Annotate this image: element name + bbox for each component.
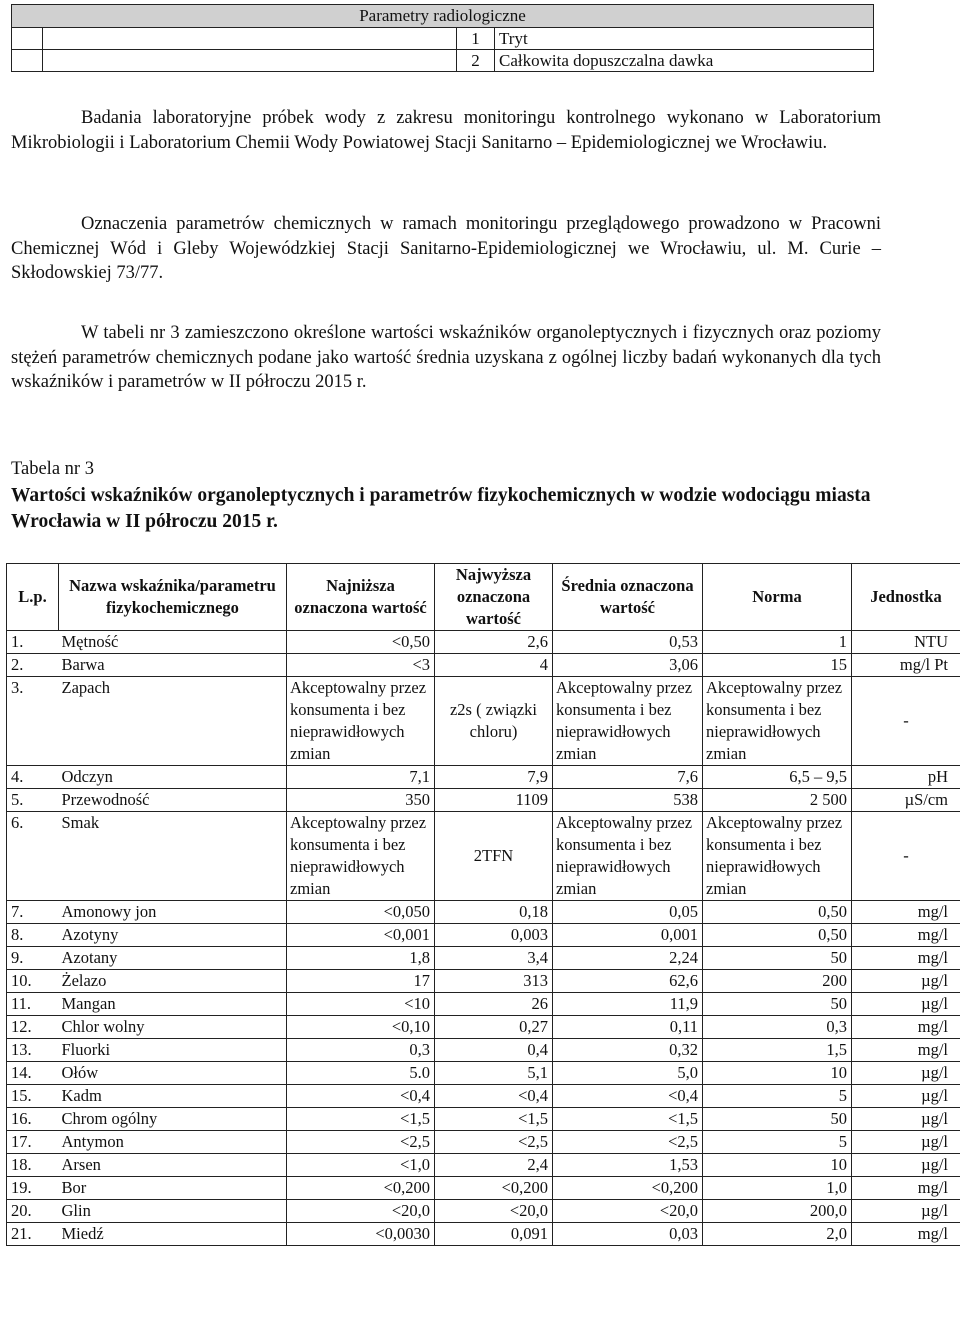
cell-max: 0,27 xyxy=(435,1016,553,1039)
cell-avg: 5,0 xyxy=(553,1062,703,1085)
table-row xyxy=(7,631,960,654)
cell-avg: 0,32 xyxy=(553,1039,703,1062)
cell-lp: 12. xyxy=(7,1016,59,1039)
cell-name: Zapach xyxy=(59,677,287,766)
cell-name: Amonowy jon xyxy=(59,901,287,924)
cell-norm: 2,0 xyxy=(703,1223,852,1246)
table-row xyxy=(7,812,960,901)
cell-lp: 20. xyxy=(7,1200,59,1223)
cell-norm: 10 xyxy=(703,1154,852,1177)
cell-name: Arsen xyxy=(59,1154,287,1177)
table-row xyxy=(12,50,874,72)
table-row xyxy=(7,654,960,677)
header-row xyxy=(7,564,960,631)
parameter-name: Tryt xyxy=(495,28,874,50)
cell-name: Fluorki xyxy=(59,1039,287,1062)
table-row xyxy=(7,1039,960,1062)
cell-lp: 21. xyxy=(7,1223,59,1246)
cell-name: Glin xyxy=(59,1200,287,1223)
cell-max: 5,1 xyxy=(435,1062,553,1085)
header-norm: Norma xyxy=(703,564,852,631)
table-row xyxy=(7,901,960,924)
cell-max: 26 xyxy=(435,993,553,1016)
cell-name: Antymon xyxy=(59,1131,287,1154)
cell-min: <0,001 xyxy=(287,924,435,947)
table-row xyxy=(7,677,960,766)
cell-lp: 18. xyxy=(7,1154,59,1177)
cell-norm: 1,5 xyxy=(703,1039,852,1062)
header-unit: Jednostka xyxy=(852,564,960,631)
water-quality-table xyxy=(6,563,960,1246)
cell-lp: 11. xyxy=(7,993,59,1016)
cell-avg: 2,24 xyxy=(553,947,703,970)
cell-norm: 50 xyxy=(703,1108,852,1131)
paragraph-table-description: W tabeli nr 3 zamieszczono określone wartości wskaźników organoleptycznych i fizycznych oraz poziomy stężeń parametrów chemicznych podane jako wartość średnia uzyskana z ogólnej liczby badań wykonanych dla tych wskaźników i parametrów w II półroczu 2015 r. xyxy=(11,323,881,392)
cell-name: Przewodność xyxy=(59,789,287,812)
cell-norm: 5 xyxy=(703,1131,852,1154)
cell-lp: 5. xyxy=(7,789,59,812)
cell-name: Kadm xyxy=(59,1085,287,1108)
cell-name: Żelazo xyxy=(59,970,287,993)
cell-unit: mg/l xyxy=(852,1016,960,1039)
cell-norm: 10 xyxy=(703,1062,852,1085)
cell-min: 0,3 xyxy=(287,1039,435,1062)
cell-unit: mg/l Pt xyxy=(852,654,960,677)
cell-max: <1,5 xyxy=(435,1108,553,1131)
cell-lp: 17. xyxy=(7,1131,59,1154)
cell-unit: µS/cm xyxy=(852,789,960,812)
cell-lp: 14. xyxy=(7,1062,59,1085)
cell-unit: - xyxy=(852,677,960,766)
header-max: Najwyższa oznaczona wartość xyxy=(435,564,553,631)
cell-unit: mg/l xyxy=(852,1177,960,1200)
cell-norm: 0,3 xyxy=(703,1016,852,1039)
cell-avg: 0,03 xyxy=(553,1223,703,1246)
table-row xyxy=(7,1108,960,1131)
cell-name: Barwa xyxy=(59,654,287,677)
cell-min: 1,8 xyxy=(287,947,435,970)
cell-max: 3,4 xyxy=(435,947,553,970)
cell-min: 5.0 xyxy=(287,1062,435,1085)
cell-lp: 2. xyxy=(7,654,59,677)
cell-norm: Akceptowalny przez konsumenta i bez nieprawidłowych zmian xyxy=(703,677,852,766)
cell-norm: 2 500 xyxy=(703,789,852,812)
cell-lp: 13. xyxy=(7,1039,59,1062)
cell-name: Ołów xyxy=(59,1062,287,1085)
cell-avg: 11,9 xyxy=(553,993,703,1016)
table-row xyxy=(7,1177,960,1200)
cell-name: Smak xyxy=(59,812,287,901)
cell-max: <0,200 xyxy=(435,1177,553,1200)
cell-unit: NTU xyxy=(852,631,960,654)
cell-max: 0,4 xyxy=(435,1039,553,1062)
cell-avg: 0,11 xyxy=(553,1016,703,1039)
cell-lp: 16. xyxy=(7,1108,59,1131)
table-row xyxy=(7,1131,960,1154)
cell-avg: 3,06 xyxy=(553,654,703,677)
cell-unit: pH xyxy=(852,766,960,789)
header-name: Nazwa wskaźnika/parametru fizykochemicznego xyxy=(59,564,287,631)
header-lp: L.p. xyxy=(7,564,59,631)
row-number: 1 xyxy=(457,28,495,50)
cell-min: <2,5 xyxy=(287,1131,435,1154)
cell-min: <0,0030 xyxy=(287,1223,435,1246)
cell-avg: <20,0 xyxy=(553,1200,703,1223)
cell-norm: 15 xyxy=(703,654,852,677)
cell-unit: - xyxy=(852,812,960,901)
cell-lp: 1. xyxy=(7,631,59,654)
cell-unit: µg/l xyxy=(852,1131,960,1154)
cell-max: <2,5 xyxy=(435,1131,553,1154)
cell-avg: 0,05 xyxy=(553,901,703,924)
cell-lp: 9. xyxy=(7,947,59,970)
cell-min: Akceptowalny przez konsumenta i bez nieprawidłowych zmian xyxy=(287,677,435,766)
cell-min: <0,050 xyxy=(287,901,435,924)
cell-max: <0,4 xyxy=(435,1085,553,1108)
cell-norm: Akceptowalny przez konsumenta i bez nieprawidłowych zmian xyxy=(703,812,852,901)
cell-min: <0,50 xyxy=(287,631,435,654)
cell-avg: Akceptowalny przez konsumenta i bez nieprawidłowych zmian xyxy=(553,677,703,766)
cell-min: <0,200 xyxy=(287,1177,435,1200)
cell-name: Odczyn xyxy=(59,766,287,789)
radiological-parameters-table xyxy=(11,4,874,72)
header-avg: Średnia oznaczona wartość xyxy=(553,564,703,631)
cell-name: Azotyny xyxy=(59,924,287,947)
cell-unit: µg/l xyxy=(852,1108,960,1131)
cell-max: 2TFN xyxy=(435,812,553,901)
cell-min: 7,1 xyxy=(287,766,435,789)
cell-unit: µg/l xyxy=(852,1154,960,1177)
cell-lp: 19. xyxy=(7,1177,59,1200)
table-row xyxy=(7,1016,960,1039)
cell-avg: 62,6 xyxy=(553,970,703,993)
cell-avg: 0,001 xyxy=(553,924,703,947)
header-min: Najniższa oznaczona wartość xyxy=(287,564,435,631)
cell-norm: 0,50 xyxy=(703,901,852,924)
table-row xyxy=(7,947,960,970)
cell-avg: <0,200 xyxy=(553,1177,703,1200)
cell-lp: 4. xyxy=(7,766,59,789)
cell-avg: <0,4 xyxy=(553,1085,703,1108)
radiological-header: Parametry radiologiczne xyxy=(12,5,874,28)
cell-unit: mg/l xyxy=(852,1039,960,1062)
cell-norm: 0,50 xyxy=(703,924,852,947)
cell-norm: 50 xyxy=(703,947,852,970)
cell-unit: µg/l xyxy=(852,970,960,993)
cell-name: Mętność xyxy=(59,631,287,654)
cell-max: 0,18 xyxy=(435,901,553,924)
cell-unit: mg/l xyxy=(852,1223,960,1246)
cell-max: 2,6 xyxy=(435,631,553,654)
table-body xyxy=(7,631,960,1246)
cell-lp: 8. xyxy=(7,924,59,947)
cell-name: Bor xyxy=(59,1177,287,1200)
table-row xyxy=(7,1200,960,1223)
cell-lp: 3. xyxy=(7,677,59,766)
table-row xyxy=(7,789,960,812)
cell-max: 0,003 xyxy=(435,924,553,947)
parameter-name: Całkowita dopuszczalna dawka xyxy=(495,50,874,72)
cell-min: 17 xyxy=(287,970,435,993)
cell-norm: 5 xyxy=(703,1085,852,1108)
table-title: Wartości wskaźników organoleptycznych i parametrów fizykochemicznych w wodzie wodociągu miasta Wrocławia w II półroczu 2015 r. xyxy=(11,485,871,532)
cell-name: Azotany xyxy=(59,947,287,970)
cell-name: Chrom ogólny xyxy=(59,1108,287,1131)
cell-unit: µg/l xyxy=(852,1085,960,1108)
paragraph-chemical-parameters: Oznaczenia parametrów chemicznych w ramach monitoringu przeglądowego prowadzono w Pracowni Chemicznej Wód i Gleby Wojewódzkiej Stacji Sanitarno-Epidemiologicznej we Wrocławiu, ul. M. Curie – Skłodowskiej 73/77. xyxy=(11,214,881,283)
cell-min: <10 xyxy=(287,993,435,1016)
cell-max: 0,091 xyxy=(435,1223,553,1246)
cell-max: 4 xyxy=(435,654,553,677)
cell-avg: 0,53 xyxy=(553,631,703,654)
cell-lp: 6. xyxy=(7,812,59,901)
table-row xyxy=(7,1223,960,1246)
cell-norm: 200,0 xyxy=(703,1200,852,1223)
cell-avg: 7,6 xyxy=(553,766,703,789)
cell-lp: 15. xyxy=(7,1085,59,1108)
table-row xyxy=(7,993,960,1016)
table-row xyxy=(7,1154,960,1177)
cell-avg: Akceptowalny przez konsumenta i bez nieprawidłowych zmian xyxy=(553,812,703,901)
cell-max: z2s ( związki chloru) xyxy=(435,677,553,766)
cell-name: Chlor wolny xyxy=(59,1016,287,1039)
table-row xyxy=(7,1085,960,1108)
cell-min: <3 xyxy=(287,654,435,677)
cell-avg: 538 xyxy=(553,789,703,812)
cell-unit: mg/l xyxy=(852,947,960,970)
cell-max: 7,9 xyxy=(435,766,553,789)
cell-max: <20,0 xyxy=(435,1200,553,1223)
cell-min: <20,0 xyxy=(287,1200,435,1223)
table-row xyxy=(12,28,874,50)
cell-name: Mangan xyxy=(59,993,287,1016)
cell-unit: µg/l xyxy=(852,1062,960,1085)
cell-unit: mg/l xyxy=(852,924,960,947)
cell-min: Akceptowalny przez konsumenta i bez nieprawidłowych zmian xyxy=(287,812,435,901)
table-row xyxy=(7,924,960,947)
cell-max: 1109 xyxy=(435,789,553,812)
cell-min: <1,5 xyxy=(287,1108,435,1131)
table-label: Tabela nr 3 xyxy=(11,459,94,479)
row-number: 2 xyxy=(457,50,495,72)
cell-name: Miedź xyxy=(59,1223,287,1246)
cell-min: <0,10 xyxy=(287,1016,435,1039)
cell-unit: µg/l xyxy=(852,993,960,1016)
cell-lp: 10. xyxy=(7,970,59,993)
cell-min: <1,0 xyxy=(287,1154,435,1177)
cell-max: 2,4 xyxy=(435,1154,553,1177)
cell-norm: 200 xyxy=(703,970,852,993)
cell-avg: 1,53 xyxy=(553,1154,703,1177)
cell-norm: 1 xyxy=(703,631,852,654)
cell-avg: <1,5 xyxy=(553,1108,703,1131)
cell-unit: µg/l xyxy=(852,1200,960,1223)
paragraph-lab-info: Badania laboratoryjne próbek wody z zakresu monitoringu kontrolnego wykonano w Laboratorium Mikrobiologii i Laboratorium Chemii Wody Powiatowej Stacji Sanitarno – Epidemiologicznej we Wrocławiu. xyxy=(11,108,881,153)
cell-min: 350 xyxy=(287,789,435,812)
cell-avg: <2,5 xyxy=(553,1131,703,1154)
cell-norm: 50 xyxy=(703,993,852,1016)
table-row xyxy=(7,970,960,993)
cell-unit: mg/l xyxy=(852,901,960,924)
cell-norm: 1,0 xyxy=(703,1177,852,1200)
table-row xyxy=(7,766,960,789)
cell-max: 313 xyxy=(435,970,553,993)
table-row xyxy=(7,1062,960,1085)
cell-lp: 7. xyxy=(7,901,59,924)
cell-min: <0,4 xyxy=(287,1085,435,1108)
cell-norm: 6,5 – 9,5 xyxy=(703,766,852,789)
